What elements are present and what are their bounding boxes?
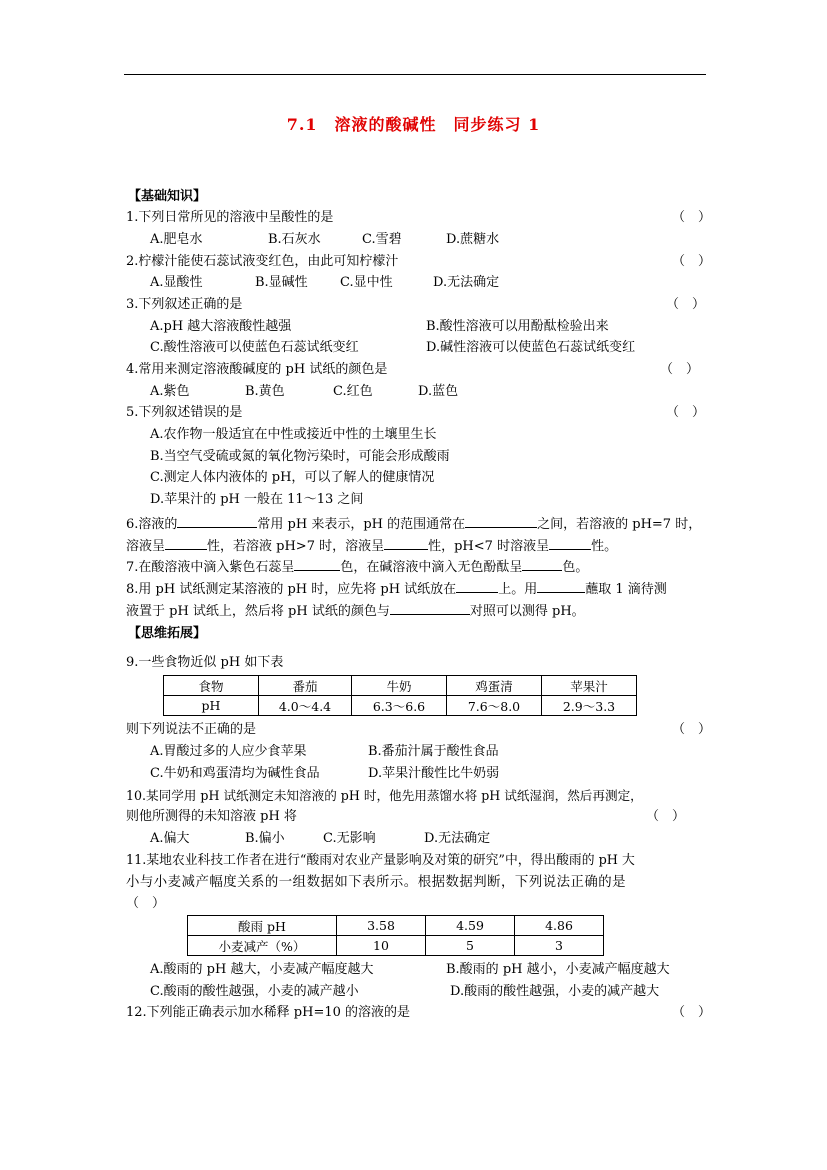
table-row [164,676,637,696]
fill-blank[interactable] [294,556,340,571]
option-b: B.黄色 [245,384,285,399]
option-c: C.无影响 [323,831,376,846]
table-cell: 7.6～8.0 [447,696,542,716]
option-a: A.紫色 [150,384,190,399]
table-header: 苹果汁 [542,676,637,696]
table-cell: 6.3～6.6 [352,696,447,716]
question-10-line-2: 则他所测得的未知溶液 pH 将 [126,809,297,824]
question-11-line-2: 小与小麦减产幅度关系的一组数据如下表所示。根据数据判断，下列说法正确的是 [126,875,627,890]
fill-blank[interactable] [384,535,428,550]
answer-paren: （ ） [646,809,686,824]
fill-blank[interactable] [522,556,562,571]
answer-paren: （ ） [672,210,712,225]
option-c: C.雪碧 [362,232,402,247]
fill-blank[interactable] [165,535,207,550]
answer-paren: （ ） [672,722,712,737]
question-10-line-1: 10.某同学用 pH 试纸测定未知溶液的 pH 时，他先用蒸馏水将 pH 试纸湿润，然后再测定， [126,788,643,803]
option-a: A.pH 越大溶液酸性越强 [150,319,292,334]
question-1: 1.下列日常所见的溶液中呈酸性的是 [126,210,334,225]
option-c: C.显中性 [340,275,393,290]
answer-paren: （ ） [666,297,706,312]
question-9: 9.一些食物近似 pH 如下表 [126,655,284,670]
table-row [188,936,604,956]
option-d: D.无法确定 [433,275,500,290]
answer-paren: （ ） [660,362,700,377]
option-c: C.红色 [333,384,373,399]
table-header: 食物 [164,676,259,696]
table-cell: 4.59 [426,916,515,936]
table-cell: 5 [426,936,515,956]
question-12: 12.下列能正确表示加水稀释 pH=10 的溶液的是 [126,1005,411,1020]
fill-blank[interactable] [537,578,585,593]
table-cell: 酸雨 pH [188,916,337,936]
table-row [188,916,604,936]
option-d: D.酸雨的酸性越强，小麦的减产越大 [450,984,660,999]
question-5: 5.下列叙述错误的是 [126,405,243,420]
table-cell: 10 [337,936,426,956]
question-8-line-1: 8.用 pH 试纸测定某溶液的 pH 时，应先将 pH 试纸放在 上。用 蘸取 1 滴待测 [126,578,667,600]
option-a: A.肥皂水 [150,232,203,247]
fill-blank[interactable] [465,513,537,528]
table-cell: pH [164,696,259,716]
option-d: D.蔗糖水 [446,232,500,247]
table-cell: 3.58 [337,916,426,936]
option-d: D.无法确定 [424,831,491,846]
table-header: 牛奶 [352,676,447,696]
table-cell: 3 [515,936,604,956]
answer-paren: （ ） [666,405,706,420]
question-7: 7.在酸溶液中滴入紫色石蕊呈 色，在碱溶液中滴入无色酚酞呈 色。 [126,556,588,578]
food-ph-table [163,675,637,716]
option-c: C.酸性溶液可以使蓝色石蕊试纸变红 [150,340,359,355]
option-c: C.牛奶和鸡蛋清均为碱性食品 [150,766,320,781]
section-basic: 【基础知识】 [128,189,207,204]
table-cell: 小麦减产（%） [188,936,337,956]
option-a: A.胃酸过多的人应少食苹果 [150,744,307,759]
question-2: 2.柠檬汁能使石蕊试液变红色，由此可知柠檬汁 [126,254,399,269]
acid-rain-table [187,915,604,956]
option-b: B.酸雨的 pH 越小，小麦减产幅度越大 [446,962,670,977]
answer-paren: （ ） [672,1005,712,1020]
question-3: 3.下列叙述正确的是 [126,297,243,312]
table-row [164,696,637,716]
header-rule [124,74,706,75]
table-cell: 2.9～3.3 [542,696,637,716]
question-6-line-1: 6.溶液的 常用 pH 来表示，pH 的范围通常在 之间，若溶液的 pH=7 时， [126,513,701,535]
section-extend: 【思维拓展】 [128,626,207,641]
table-header: 番茄 [259,676,352,696]
question-9-prompt: 则下列说法不正确的是 [126,722,257,737]
option-a: A.显酸性 [150,275,203,290]
fill-blank[interactable] [177,513,257,528]
option-c: C.酸雨的酸性越强，小麦的减产越小 [150,984,359,999]
option-b: B.当空气受硫或氮的氧化物污染时，可能会形成酸雨 [150,449,450,464]
question-4: 4.常用来测定溶液酸碱度的 pH 试纸的颜色是 [126,362,388,377]
fill-blank[interactable] [549,535,591,550]
option-d: D.苹果汁酸性比牛奶弱 [368,766,500,781]
option-d: D.碱性溶液可以使蓝色石蕊试纸变红 [426,340,636,355]
option-a: A.酸雨的 pH 越大，小麦减产幅度越大 [150,962,374,977]
answer-paren: （ ） [672,254,712,269]
question-8-line-2: 液置于 pH 试纸上，然后将 pH 试纸的颜色与 对照可以测得 pH。 [126,600,585,622]
option-a: A.农作物一般适宜在中性或接近中性的土壤里生长 [150,427,437,442]
page-title: 7.1 溶液的酸碱性 同步练习 1 [286,115,541,134]
option-b: B.石灰水 [268,232,321,247]
fill-blank[interactable] [456,578,498,593]
option-b: B.番茄汁属于酸性食品 [368,744,499,759]
option-d: D.蓝色 [418,384,459,399]
question-6-line-2: 溶液呈 性，若溶液 pH>7 时，溶液呈 性，pH<7 时溶液呈 性。 [126,535,617,557]
table-header: 鸡蛋清 [447,676,542,696]
option-b: B.显碱性 [255,275,308,290]
table-cell: 4.86 [515,916,604,936]
question-11-line-1: 11.某地农业科技工作者在进行“酸雨对农业产量影响及对策的研究”中，得出酸雨的 pH 大 [126,853,635,868]
option-a: A.偏大 [150,831,190,846]
table-cell: 4.0～4.4 [259,696,352,716]
option-d: D.苹果汁的 pH 一般在 11～13 之间 [150,492,364,507]
option-c: C.测定人体内液体的 pH，可以了解人的健康情况 [150,470,435,485]
option-b: B.偏小 [245,831,285,846]
answer-paren: （ ） [126,896,166,911]
option-b: B.酸性溶液可以用酚酞检验出来 [426,319,609,334]
fill-blank[interactable] [390,600,470,615]
